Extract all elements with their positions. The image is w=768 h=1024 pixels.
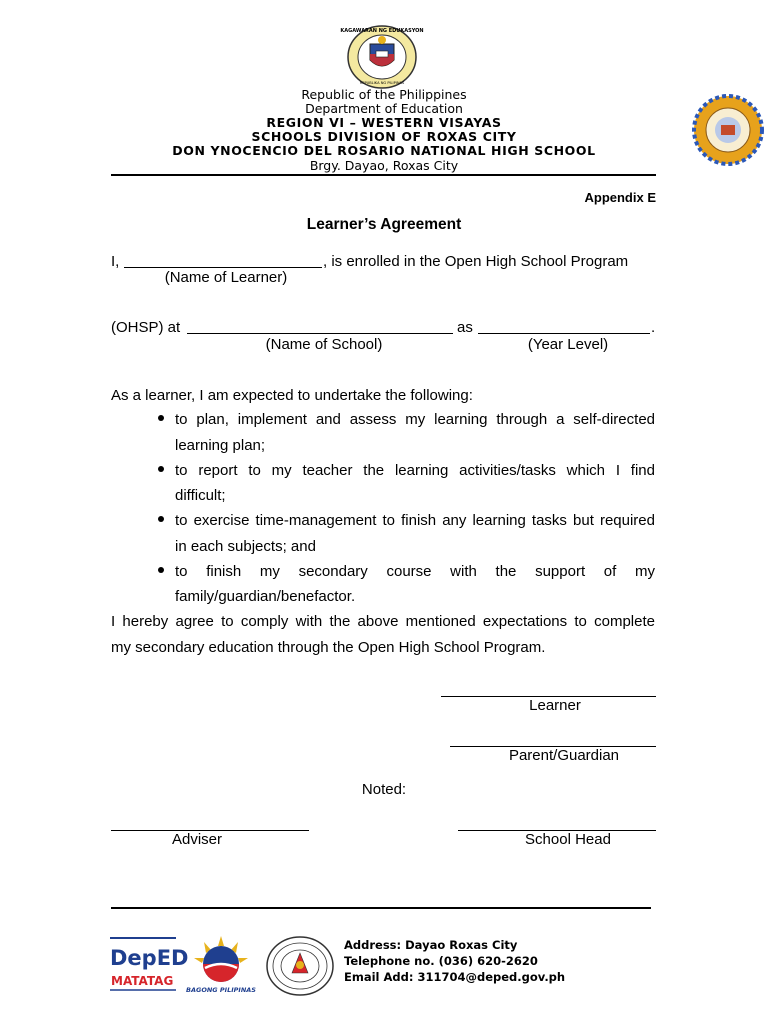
footer-telephone: Telephone no. (036) 620-2620 <box>344 954 538 968</box>
deped-logo-text: DepED <box>110 946 189 970</box>
deped-matatag-logo <box>110 936 189 994</box>
header-divider <box>111 174 656 176</box>
bagong-pilipinas-text: BAGONG PILIPINAS <box>186 986 256 994</box>
document-title: Learner’s Agreement <box>306 216 462 233</box>
bullet-dot <box>158 466 166 474</box>
agreement-line1: I hereby agree to comply with the above mentioned expectations to complete <box>111 613 655 630</box>
expectation-1-line1: to plan, implement and assess my learning through a self-directed <box>175 411 655 428</box>
learner-name-blank[interactable] <box>124 267 322 268</box>
bagong-pilipinas-logo <box>186 934 256 996</box>
expectation-2-line2: difficult; <box>175 487 226 504</box>
line2-as: as <box>457 319 473 336</box>
expectations-intro: As a learner, I am expected to undertake the following: <box>111 387 473 404</box>
expectation-4-line1: to finish my secondary course with the support of my <box>175 563 655 580</box>
school-head-signature-label: School Head <box>525 831 611 848</box>
expectation-3-line1: to exercise time-management to finish any learning tasks but required <box>175 512 655 529</box>
line1-prefix: I, <box>111 253 120 270</box>
school-name-blank[interactable] <box>187 333 453 334</box>
noted-label: Noted: <box>361 781 407 798</box>
deped-seal-text: KAGAWARAN NG EDUKASYON <box>340 28 424 34</box>
line2-prefix: (OHSP) at <box>111 319 181 336</box>
year-level-blank[interactable] <box>478 333 650 334</box>
adviser-signature-label: Adviser <box>171 831 223 848</box>
matatag-logo-text: MATATAG <box>111 974 174 988</box>
expectation-2-line1: to report to my teacher the learning activities/tasks which I find <box>175 462 655 479</box>
bullet-dot <box>158 415 166 423</box>
expectation-1-line2: learning plan; <box>175 437 266 454</box>
parent-signature-label: Parent/Guardian <box>508 747 620 764</box>
deped-seal-bottom-text: REPUBLIKA NG PILIPINAS <box>359 81 405 85</box>
header-school-name: DON YNOCENCIO DEL ROSARIO NATIONAL HIGH SCHOOL <box>172 143 596 158</box>
year-level-label: (Year Level) <box>527 336 609 353</box>
line2-period: . <box>651 319 656 336</box>
expectation-3-line2: in each subjects; and <box>175 538 316 555</box>
school-footer-seal-logo <box>265 935 335 997</box>
deped-seal-logo <box>340 24 424 90</box>
line1-suffix: , is enrolled in the Open High School Program <box>323 253 629 270</box>
footer-email[interactable]: Email Add: 311704@deped.gov.ph <box>344 970 566 984</box>
expectation-4-line2: family/guardian/benefactor. <box>175 588 356 605</box>
bullet-dot <box>158 567 166 575</box>
header-department: Department of Education <box>305 101 463 116</box>
footer-address: Address: Dayao Roxas City <box>344 938 518 952</box>
header-republic: Republic of the Philippines <box>301 87 467 102</box>
agreement-line2: my secondary education through the Open High School Program. <box>111 639 546 656</box>
header-division: SCHOOLS DIVISION OF ROXAS CITY <box>251 129 517 144</box>
learner-signature-label: Learner <box>529 697 581 714</box>
header-address: Brgy. Dayao, Roxas City <box>309 158 459 173</box>
appendix-label: Appendix E <box>584 190 656 205</box>
learner-name-label: (Name of Learner) <box>164 269 288 286</box>
school-name-label: (Name of School) <box>265 336 383 353</box>
header-region: REGION VI – WESTERN VISAYAS <box>266 115 502 130</box>
footer-divider <box>111 907 651 909</box>
bullet-dot <box>158 516 166 524</box>
